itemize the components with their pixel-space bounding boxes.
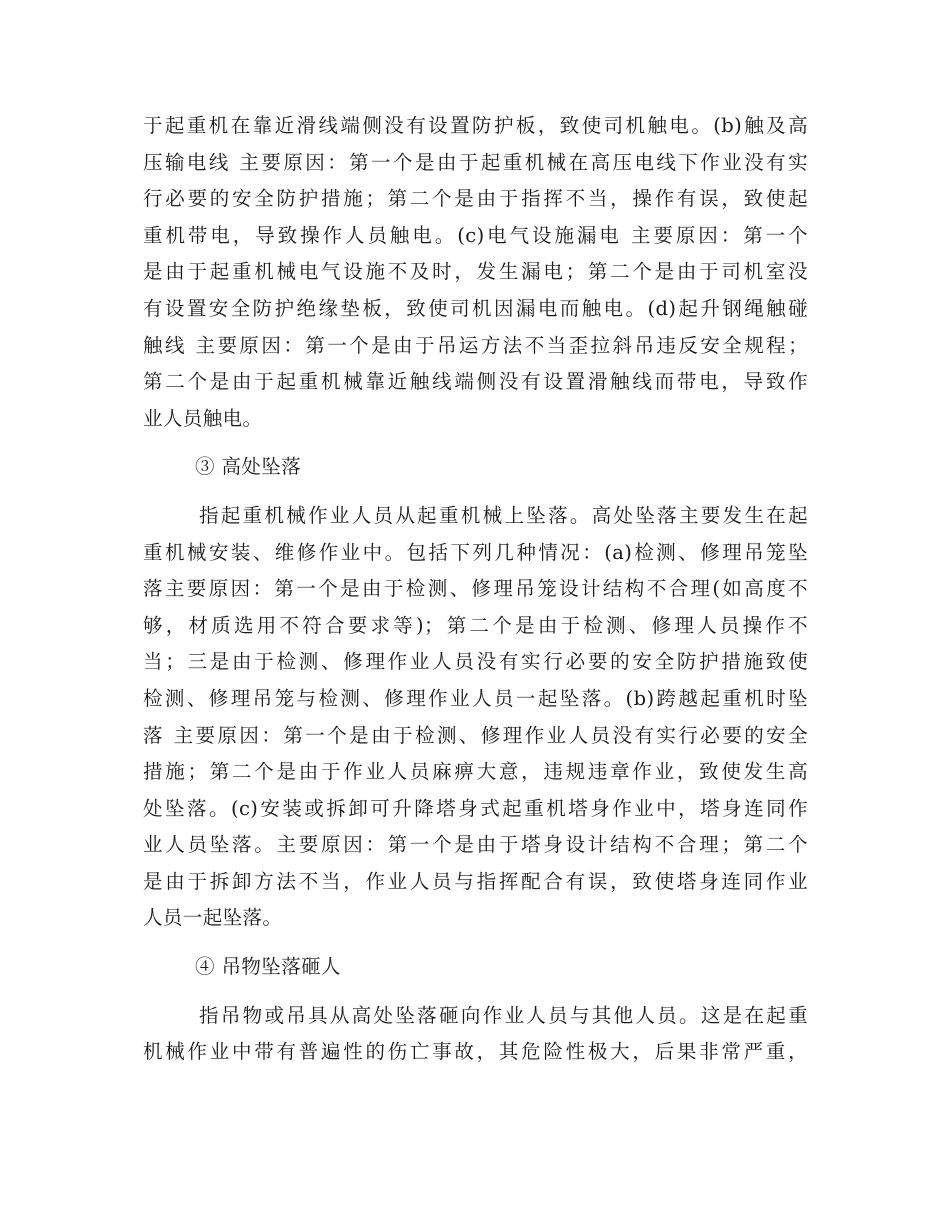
text-line: 检测、修理吊笼与检测、修理作业人员一起坠落。(b)跨越起重机时坠 xyxy=(143,686,808,710)
text-line: 指吊物或吊具从高处坠落砸向作业人员与其他人员。这是在起重 xyxy=(199,1003,808,1027)
text-line: 是由于起重机械电气设施不及时，发生漏电；第二个是由于司机室没 xyxy=(143,260,808,284)
text-line: 处坠落。(c)安装或拆卸可升降塔身式起重机塔身作业中，塔身连同作 xyxy=(143,796,808,820)
text-line: 业人员坠落。主要原因：第一个是由于塔身设计结构不合理；第二个 xyxy=(143,833,808,857)
text-line: 第二个是由于起重机械靠近触线端侧没有设置滑触线而带电，导致作 xyxy=(143,370,808,394)
paragraph-falling-objects xyxy=(143,998,808,1071)
text-line: 人员一起坠落。 xyxy=(143,906,283,930)
text-line: 有设置安全防护绝缘垫板，致使司机因漏电而触电。(d)起升钢绳触碰 xyxy=(143,296,808,320)
paragraph-fall-from-height xyxy=(143,498,808,937)
section-heading-falling-objects: ④ 吊物坠落砸人 xyxy=(195,955,341,979)
text-line: 重机带电，导致操作人员触电。(c)电气设施漏电 主要原因：第一个 xyxy=(143,223,808,247)
text-line: 落 主要原因：第一个是由于检测、修理作业人员没有实行必要的安全 xyxy=(143,723,808,747)
text-line: 行必要的安全防护措施；第二个是由于指挥不当，操作有误，致使起 xyxy=(143,187,808,211)
section-heading-fall-from-height: ③ 高处坠落 xyxy=(195,455,302,479)
text-line: 触线 主要原因：第一个是由于吊运方法不当歪拉斜吊违反安全规程； xyxy=(143,333,808,357)
text-line: 重机械安装、维修作业中。包括下列几种情况：(a)检测、修理吊笼坠 xyxy=(143,540,808,564)
text-line: 指起重机械作业人员从起重机械上坠落。高处坠落主要发生在起 xyxy=(199,503,808,527)
text-line: 压输电线 主要原因：第一个是由于起重机械在高压电线下作业没有实 xyxy=(143,150,808,174)
text-line: 措施；第二个是由于作业人员麻痹大意，违规违章作业，致使发生高 xyxy=(143,760,808,784)
document-page xyxy=(143,108,808,1071)
paragraph-electric-shock xyxy=(143,108,808,437)
text-line: 落主要原因：第一个是由于检测、修理吊笼设计结构不合理(如高度不 xyxy=(143,577,808,601)
text-line: 是由于拆卸方法不当，作业人员与指挥配合有误，致使塔身连同作业 xyxy=(143,869,808,893)
text-line: 机械作业中带有普遍性的伤亡事故，其危险性极大，后果非常严重， xyxy=(143,1040,808,1064)
text-line: 当；三是由于检测、修理作业人员没有实行必要的安全防护措施致使 xyxy=(143,650,808,674)
text-line: 够，材质选用不符合要求等)；第二个是由于检测、修理人员操作不 xyxy=(143,613,808,637)
text-line: 业人员触电。 xyxy=(143,406,263,430)
text-line: 于起重机在靠近滑线端侧没有设置防护板，致使司机触电。(b)触及高 xyxy=(143,114,808,137)
